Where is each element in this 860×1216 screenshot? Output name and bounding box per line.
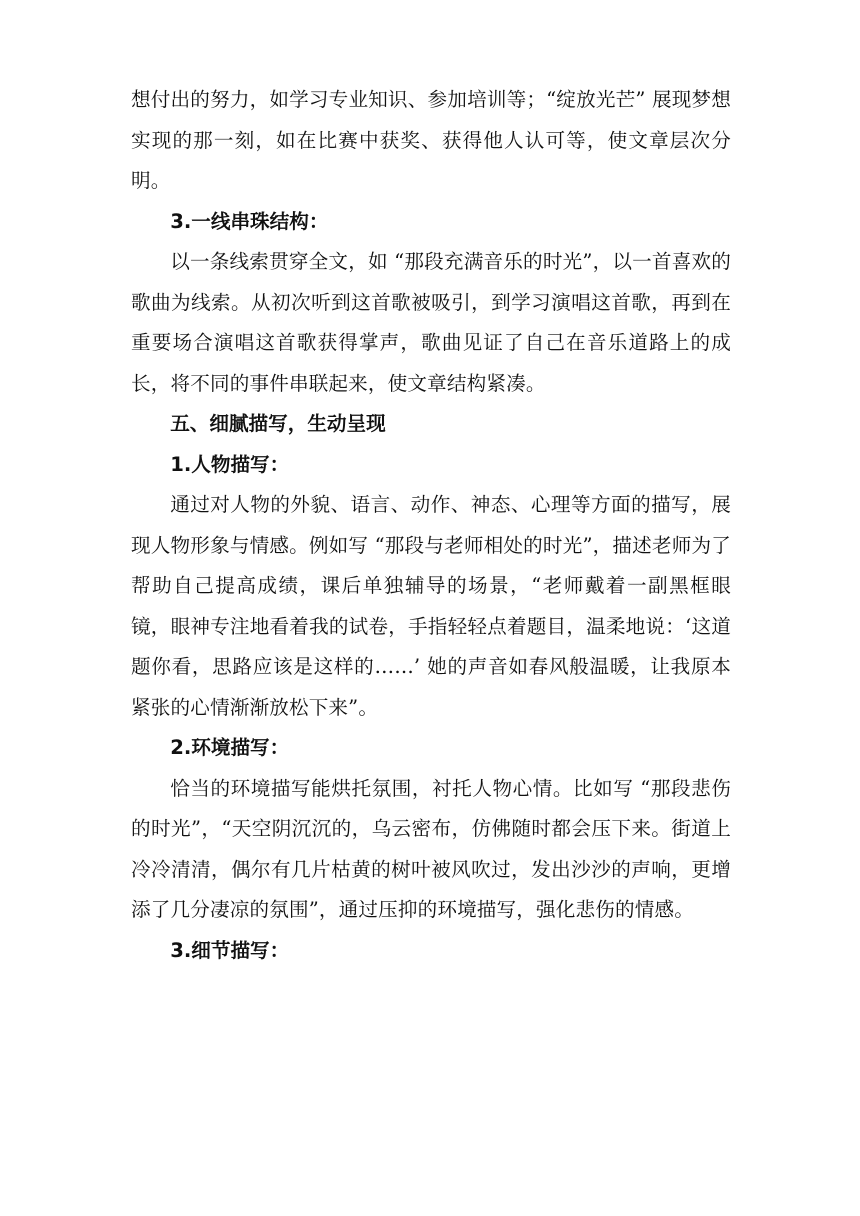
heading-character-description: 1.人物描写：: [170, 452, 290, 476]
heading-environment-description: 2.环境描写：: [170, 736, 290, 759]
document-body: [131, 80, 731, 971]
paragraph-string-structure: 以一条线索贯穿全文，如 “那段充满音乐的时光”，以一首喜欢的歌曲为线索。从初次听到这首歌被吸引，到学习演唱这首歌，再到在重要场合演唱这首歌获得掌声，歌曲见证了自己在音乐道路上的成长，将不同的事件串联起来，使文章结构紧凑。: [131, 250, 731, 395]
heading-detail-description: 3.细节描写：: [170, 938, 290, 962]
paragraph-structure-steps: 想付出的努力，如学习专业知识、参加培训等；“绽放光芒” 展现梦想实现的那一刻，如在比赛中获奖、获得他人认可等，使文章层次分明。: [131, 88, 731, 192]
paragraph-character-description: 通过对人物的外貌、语言、动作、神态、心理等方面的描写，展现人物形象与情感。例如写 “那段与老师相处的时光”，描述老师为了帮助自己提高成绩，课后单独辅导的场景，“老师戴着一副黑框眼镜，眼神专注地看着我的试卷，手指轻轻点着题目，温柔地说：‘这道题你看，思路应该是这样的……’ 她的声音如春风般温暖，让我原本紧张的心情渐渐放松下来”。: [131, 493, 731, 719]
paragraph-environment-description: 恰当的环境描写能烘托氛围，衬托人物心情。比如写 “那段悲伤的时光”，“天空阴沉沉的，乌云密布，仿佛随时都会压下来。街道上冷冷清清，偶尔有几片枯黄的树叶被风吹过，发出沙沙的声响，更增添了几分凄凉的氛围”，通过压抑的环境描写，强化悲伤的情感。: [131, 776, 731, 921]
heading-string-structure: 3.一线串珠结构：: [170, 209, 329, 233]
section-heading-description: 五、细腻描写，生动呈现: [170, 412, 386, 435]
